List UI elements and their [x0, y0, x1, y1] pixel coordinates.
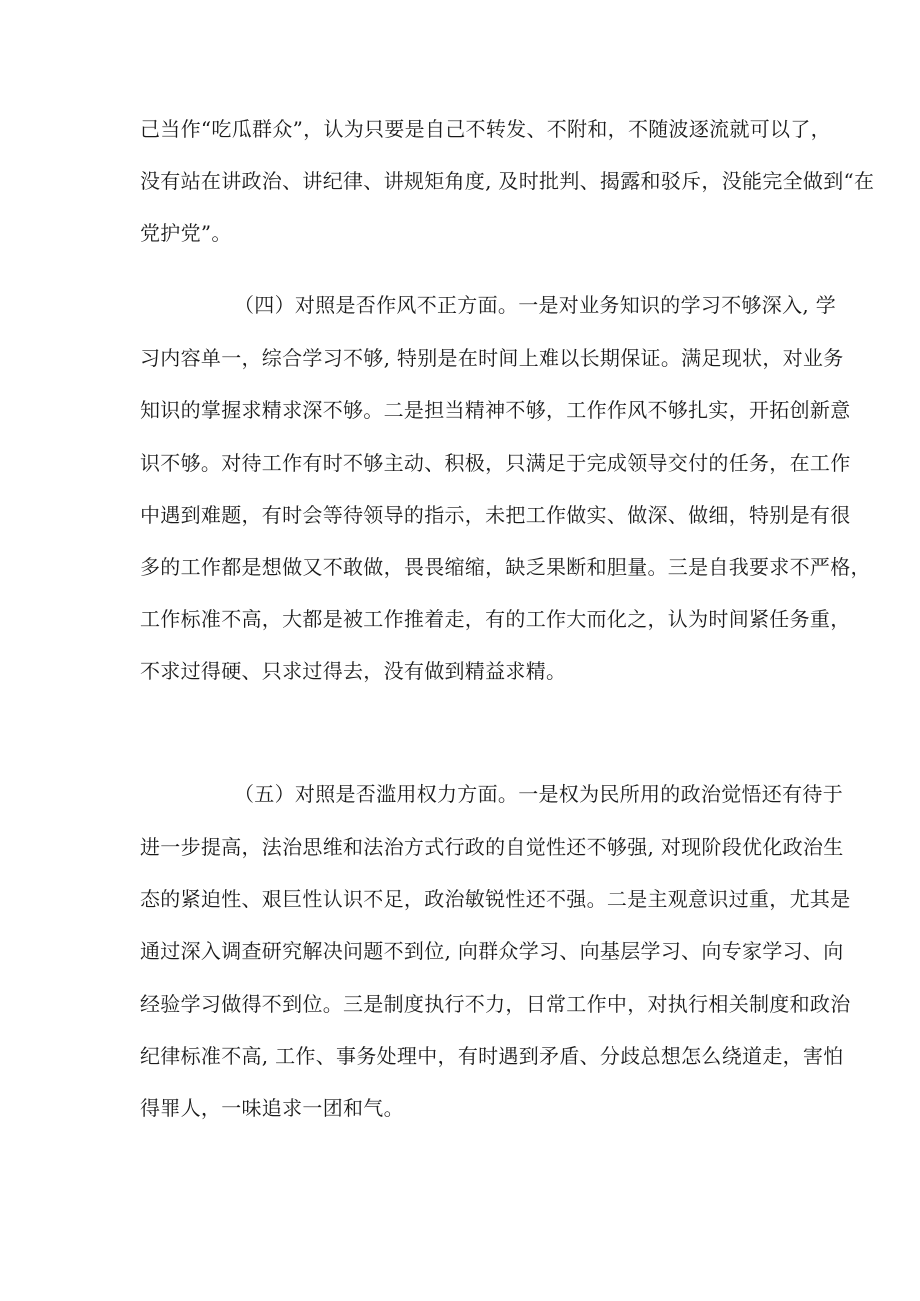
text-line: 知识的掌握求精求深不够。二是担当精神不够，工作作风不够扎实，开拓创新意 [140, 398, 851, 422]
text-line: 没有站在讲政治、讲纪律、讲规矩角度, 及时批判、揭露和驳斥，没能完全做到“在 [140, 169, 875, 193]
text-line: 党护党”。 [140, 221, 232, 245]
paragraph-four-first-line: （四）对照是否作风不正方面。一是对业务知识的学习不够深入, 学 [234, 293, 837, 317]
text-line: 纪律标准不高, 工作、事务处理中，有时遇到矛盾、分歧总想怎么绕道走，害怕 [140, 1044, 844, 1068]
text-line: 不求过得硬、只求过得去，没有做到精益求精。 [140, 659, 567, 683]
text-line: 多的工作都是想做又不敢做，畏畏缩缩，缺乏果断和胆量。三是自我要求不严格， [140, 555, 871, 579]
text-line: 习内容单一，综合学习不够, 特别是在时间上难以长期保证。满足现状，对业务 [140, 346, 844, 370]
text-line: 经验学习做得不到位。三是制度执行不力，日常工作中，对执行相关制度和政治 [140, 992, 851, 1016]
text-line: 进一步提高，法治思维和法治方式行政的自觉性还不够强, 对现阶段优化政治生 [140, 835, 844, 859]
text-line: 中遇到难题，有时会等待领导的指示，未把工作做实、做深、做细，特别是有很 [140, 503, 851, 527]
text-line: 己当作“吃瓜群众”，认为只要是自己不转发、不附和，不随波逐流就可以了， [140, 117, 831, 141]
text-line: 态的紧迫性、艰巨性认识不足，政治敏锐性还不强。二是主观意识过重，尤其是 [140, 887, 851, 911]
paragraph-five-first-line: （五）对照是否滥用权力方面。一是权为民所用的政治觉悟还有待于 [234, 782, 843, 806]
text-line: 工作标准不高，大都是被工作推着走，有的工作大而化之，认为时间紧任务重， [140, 607, 851, 631]
text-line: 识不够。对待工作有时不够主动、积极，只满足于完成领导交付的任务，在工作 [140, 451, 851, 475]
text-line: 得罪人，一味追求一团和气。 [140, 1096, 404, 1120]
text-line: 通过深入调查研究解决问题不到位, 向群众学习、向基层学习、向专家学习、向 [140, 939, 844, 963]
